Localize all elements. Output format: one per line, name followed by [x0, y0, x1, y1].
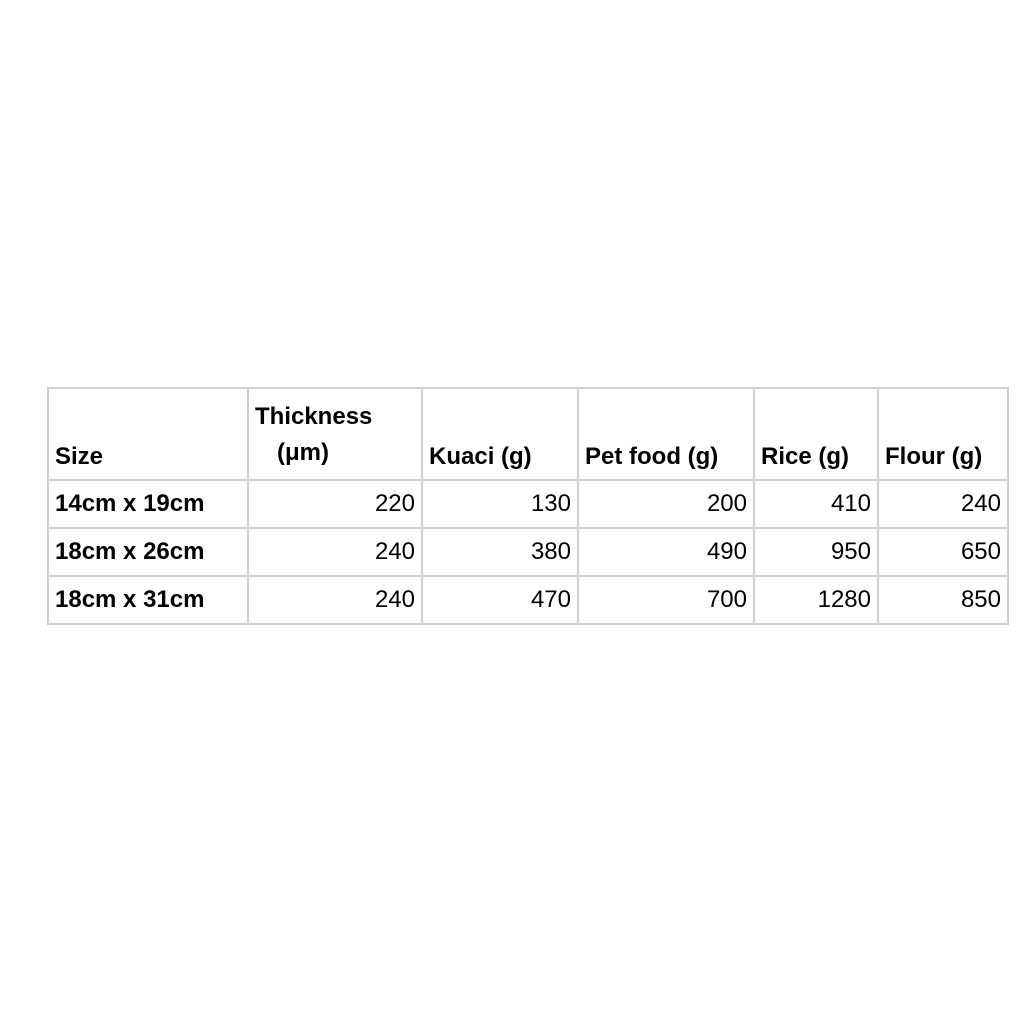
table-row	[48, 480, 1008, 528]
cell-flour: 240	[878, 480, 1008, 528]
cell-flour: 850	[878, 576, 1008, 624]
cell-pet-food: 490	[578, 528, 754, 576]
capacity-table-container	[47, 387, 1009, 625]
cell-pet-food: 200	[578, 480, 754, 528]
header-thickness-label: Thickness	[255, 403, 373, 430]
table-row	[48, 528, 1008, 576]
cell-size: 18cm x 31cm	[48, 576, 248, 624]
header-pet-food: Pet food (g)	[578, 388, 754, 480]
cell-kuaci: 130	[422, 480, 578, 528]
cell-rice: 410	[754, 480, 878, 528]
cell-thickness: 240	[248, 528, 422, 576]
header-thickness	[248, 388, 422, 480]
cell-kuaci: 470	[422, 576, 578, 624]
cell-thickness: 220	[248, 480, 422, 528]
header-thickness-unit: (μm)	[277, 439, 330, 466]
table-row	[48, 576, 1008, 624]
cell-pet-food: 700	[578, 576, 754, 624]
header-rice: Rice (g)	[754, 388, 878, 480]
header-size: Size	[48, 388, 248, 480]
cell-kuaci: 380	[422, 528, 578, 576]
header-kuaci: Kuaci (g)	[422, 388, 578, 480]
cell-thickness: 240	[248, 576, 422, 624]
capacity-table	[47, 387, 1009, 625]
cell-size: 18cm x 26cm	[48, 528, 248, 576]
cell-size: 14cm x 19cm	[48, 480, 248, 528]
cell-flour: 650	[878, 528, 1008, 576]
cell-rice: 950	[754, 528, 878, 576]
cell-rice: 1280	[754, 576, 878, 624]
header-flour: Flour (g)	[878, 388, 1008, 480]
table-header	[48, 388, 1008, 480]
table-body	[48, 480, 1008, 624]
header-row	[48, 388, 1008, 480]
